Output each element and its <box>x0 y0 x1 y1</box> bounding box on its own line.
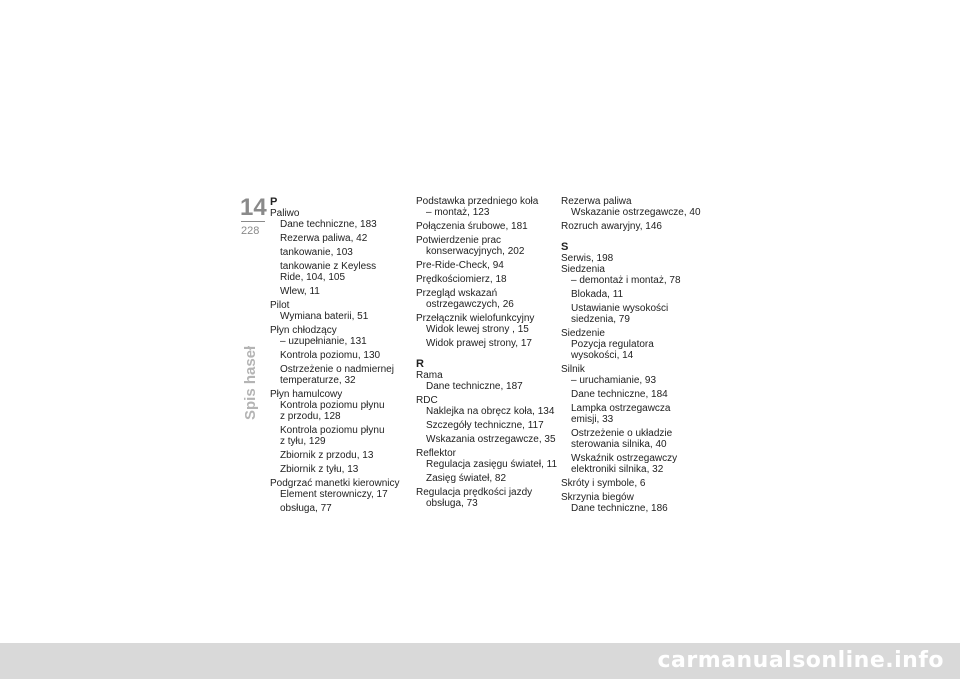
index-subentry: Ostrzeżenie o układzie <box>571 428 673 439</box>
index-subentry: Wskazanie ostrzegawcze, 40 <box>571 207 701 218</box>
index-subentry: Dane techniczne, 184 <box>571 389 668 400</box>
index-letter-heading: R <box>416 358 424 370</box>
chapter-side-title <box>241 340 261 420</box>
index-subentry: Ride, 104, 105 <box>280 272 346 283</box>
index-entry: Regulacja prędkości jazdy <box>416 487 533 498</box>
index-letter-heading: S <box>561 241 569 253</box>
index-subentry: Ostrzeżenie o nadmiernej <box>280 364 394 375</box>
index-subentry: elektroniki silnika, 32 <box>571 464 664 475</box>
index-entry: Płyn hamulcowy <box>270 389 343 400</box>
index-entry: Siedzenie <box>561 328 605 339</box>
index-subentry: Naklejka na obręcz koła, 134 <box>426 406 555 417</box>
index-subentry: – montaż, 123 <box>426 207 490 218</box>
index-subentry: wysokości, 14 <box>571 350 634 361</box>
index-subentry: sterowania silnika, 40 <box>571 439 667 450</box>
index-subentry: Element sterowniczy, 17 <box>280 489 388 500</box>
chapter-divider <box>241 221 265 222</box>
chapter-number: 14 <box>240 194 267 221</box>
index-column-3 <box>561 196 701 514</box>
index-subentry: Lampka ostrzegawcza <box>571 403 671 414</box>
index-entry: Prędkościomierz, 18 <box>416 274 507 285</box>
index-subentry: Kontrola poziomu płynu <box>280 425 385 436</box>
index-entry: Podstawka przedniego koła <box>416 196 539 207</box>
index-subentry: obsługa, 77 <box>280 503 332 514</box>
index-subentry: Wlew, 11 <box>280 286 320 297</box>
chapter-title-text: Spis haseł <box>242 345 259 420</box>
index-entry: RDC <box>416 395 438 406</box>
index-column-2 <box>416 196 556 509</box>
index-subentry: Wymiana baterii, 51 <box>280 311 369 322</box>
footer-bar <box>0 643 960 679</box>
index-subentry: – uzupełnianie, 131 <box>280 336 367 347</box>
index-subentry: Regulacja zasięgu świateł, 11 <box>426 459 558 470</box>
index-subentry: Wskaźnik ostrzegawczy <box>571 453 678 464</box>
index-entry: Pre-Ride-Check, 94 <box>416 260 504 271</box>
index-entry: Serwis, 198 <box>561 253 614 264</box>
index-entry: Połączenia śrubowe, 181 <box>416 221 528 232</box>
index-entry: Siedzenia <box>561 264 605 275</box>
index-entry: Podgrzać manetki kierownicy <box>270 478 400 489</box>
index-subentry: Widok prawej strony, 17 <box>426 338 532 349</box>
index-subentry: tankowanie, 103 <box>280 247 353 258</box>
index-subentry: z tyłu, 129 <box>280 436 326 447</box>
index-entry: Paliwo <box>270 208 300 219</box>
index-entry: Pilot <box>270 300 290 311</box>
index-subentry: Zbiornik z przodu, 13 <box>280 450 374 461</box>
index-entry: Reflektor <box>416 448 457 459</box>
index-subentry: Zbiornik z tyłu, 13 <box>280 464 359 475</box>
footer-watermark[interactable]: carmanualsonline.info <box>657 648 944 673</box>
index-entry: Przegląd wskazań <box>416 288 498 299</box>
index-subentry: tankowanie z Keyless <box>280 261 377 272</box>
index-entry: Potwierdzenie prac <box>416 235 502 246</box>
index-subentry: siedzenia, 79 <box>571 314 630 325</box>
index-subentry: konserwacyjnych, 202 <box>426 246 525 257</box>
index-subentry: Zasięg świateł, 82 <box>426 473 507 484</box>
index-subentry: Kontrola poziomu płynu <box>280 400 385 411</box>
index-entry: Rama <box>416 370 443 381</box>
index-subentry: – demontaż i montaż, 78 <box>571 275 681 286</box>
index-subentry: Kontrola poziomu, 130 <box>280 350 381 361</box>
index-subentry: temperaturze, 32 <box>280 375 356 386</box>
index-subentry: z przodu, 128 <box>280 411 341 422</box>
index-entry: Rozruch awaryjny, 146 <box>561 221 662 232</box>
index-subentry: Szczegóły techniczne, 117 <box>426 420 544 431</box>
index-subentry: obsługa, 73 <box>426 498 478 509</box>
index-subentry: ostrzegawczych, 26 <box>426 299 514 310</box>
index-subentry: – uruchamianie, 93 <box>571 375 657 386</box>
index-entry: Rezerwa paliwa <box>561 196 632 207</box>
index-subentry: Pozycja regulatora <box>571 339 654 350</box>
index-entry: Silnik <box>561 364 585 375</box>
index-letter-heading: P <box>270 196 278 208</box>
index-column-1 <box>270 196 410 514</box>
index-subentry: emisji, 33 <box>571 414 614 425</box>
index-entry: Skrzynia biegów <box>561 492 634 503</box>
index-subentry: Rezerwa paliwa, 42 <box>280 233 368 244</box>
index-subentry: Widok lewej strony , 15 <box>426 324 529 335</box>
index-entry: Skróty i symbole, 6 <box>561 478 646 489</box>
index-subentry: Dane techniczne, 186 <box>571 503 668 514</box>
index-entry: Płyn chłodzący <box>270 325 337 336</box>
index-subentry: Wskazania ostrzegawcze, 35 <box>426 434 556 445</box>
index-entry: Przełącznik wielofunkcyjny <box>416 313 535 324</box>
index-subentry: Dane techniczne, 183 <box>280 219 377 230</box>
index-subentry: Ustawianie wysokości <box>571 303 669 314</box>
page-number: 228 <box>241 225 260 237</box>
index-subentry: Blokada, 11 <box>571 289 624 300</box>
index-subentry: Dane techniczne, 187 <box>426 381 523 392</box>
